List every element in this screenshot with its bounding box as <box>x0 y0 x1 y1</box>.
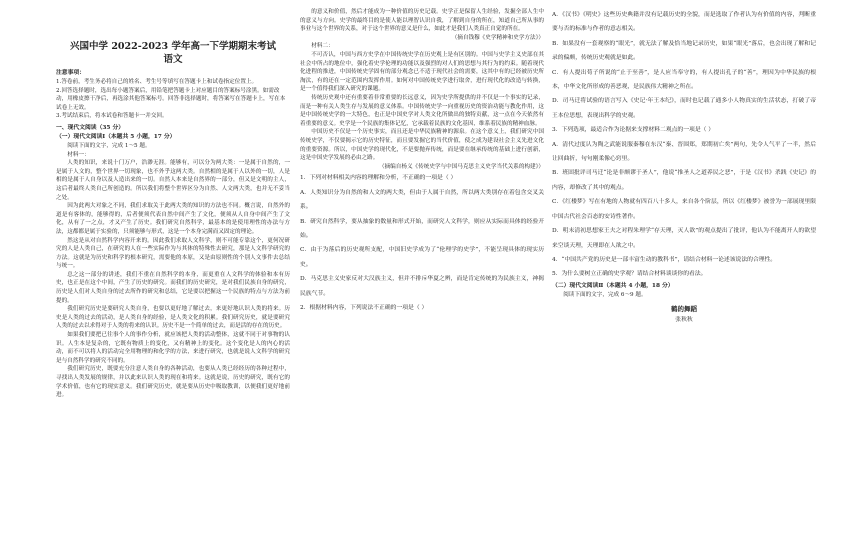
paragraph: 的意义和价值，然后才能成为一种价值的历史记载。史学正是保留人生经验，发掘全部人生中的意义与方向。史学的最终目的是使人能以理智认识自我，了解到自身的所在，知道自己所从事的事业与这个世界的关系，对于这个世界的意义是什么，如此才是我们人类真正自觉的所在。 <box>300 9 544 33</box>
material-label: 材料一： <box>67 151 90 158</box>
option: B．班固批评司马迁“论是非颇谬于圣人”，他说“推圣人之道养民之恶”，于是《汉书》杀践《史记》的内容，却修改了其中的观点。 <box>552 170 816 191</box>
notes-item: 3.考试结束后，将本试卷和答题卡一并交回。 <box>56 113 168 120</box>
option: C．《红楼梦》写在有地的人物就有四百八十多人，来自各个阶层，所以《红楼梦》被誉为一部展现里限中国古代社会百态的安诗性著作。 <box>552 199 816 220</box>
option: A．人类知识分为自然的和人文的两大类，但由于人属于自然，所以两大类别存在着包含交叉关系。 <box>300 189 544 211</box>
column-right <box>552 0 816 519</box>
question-2: 2．根据材料内容，下列说法不正确的一项是（ ） <box>300 304 428 311</box>
material-label: 材料二： <box>311 43 334 50</box>
column-middle <box>300 0 544 519</box>
paragraph: 总之这一部分的讲述，我们不重在自然科学的本身，而更重在人文科学的体验和本有历史，也正是在这个中间，产生了历史的研究。而我们的历史研究，是对我们民族自身的研究，历史是人们对人类自身的过去所作的研究和总结，它是要以把握这一个民族的特点与方法为前提的。 <box>56 271 290 304</box>
option: C．由于为落后的历史观所支配，中国旧史学成为了“伦理学的史学”，不能呈现具体的现实历史。 <box>300 247 544 268</box>
paragraph: 人类的知识，来说十门万户，浩渺无涯。能够有，可以分为两大类：一是属于自然的，一是属于人文的，整个世界一切现象，也不外乎这两大类。自然相的是属于人以外的一切，人是相的是属于人自身以及人造出来的一切。自然人本来是自然界的一部分，但又是文明的主人，这后者最终人类自己所创造的。所以我们将整个世界区分为自然、人文两大类，也并无不妥当之处。 <box>56 160 290 201</box>
exam-subject: 语文 <box>163 54 183 65</box>
exam-title: 兴国中学 2022-2023 学年高一下学期期末考试 <box>70 41 276 52</box>
option: A．《汉书》《明史》这些历史典籍并没有记载历史的全貌，而是选取了作者认为有价值的内容，判断重要与否的标准与作者的意志相关。 <box>552 12 816 33</box>
sub-section-heading: （二）现代文阅读Ⅱ（本题共 4 小题，18 分） <box>552 282 674 289</box>
option: C．有人提出荀子所说的“止于至善”，是人应当奉守的，有人提出孔子的“善”，理因为中华民族的根本，中华文化所形成的善恶观，是民族伟大精神之所在。 <box>552 69 816 91</box>
option: D．明末清初思想家王夫之对程朱理学“存天理，灭人欲”的观点提出了批评，他认为不能离开人的欲望来空谈天理，天理即在人欲之中。 <box>552 228 816 249</box>
paragraph: 因为此两大对象之不同，我们求取关于此两大类的知识的方法也不同。概言说，自然外的道是有客体的，能够得的，后者便须代表自然中间产生了文化，便须从人自身中间产生了文化，从有了一之点，才又产生了历史。我们研究自然科学，最基本的是使用理性的办法与方法，这都都是属于实验的，只须能够与形式，这是一个本身完满而又固定的理论。 <box>56 203 290 235</box>
notes-heading: 注意事项： <box>56 70 85 76</box>
option: D．马克思主义史家反对大汉族主义，但并不排斥华夏之辨，而是肯定传统的为民族主义，神揭民族气节。 <box>300 276 544 297</box>
paragraph: 不可否认，中国与西方史学在中国传统史学在历史观上是有区别的。中国与史学主义史部在其社会中所占的地位中，强化着史学伦理的功能以及强烈的对人们的思想与其行为的约束。随着现代化进程的推进，中国传统史学固有的部分观念已不适于现代社会的需要，这其中有的已经被历史所淘汰，有的还在一定范围内发挥作用。如何对中国传统史学进行取舍，进行现代化的改造与转换，是一个值得我们深入研究的课题。 <box>300 51 544 93</box>
paragraph: 然这是从对自然科学内容开来的。因此我们求取人文科学，则不可能专靠这个，更何况研究的人是人类自己，在研究的人在一些实际作为与其体的特殊性去研究，那是人文科学研究的方法。这就是为历史和科学的根本研究，需要他的本原，又是由原则性的个别人文事件去总结与统一。 <box>56 237 290 270</box>
notes-item: 1.答卷前，考生务必将自己的姓名、考生号等填写在答题卡上和试卷指定位置上。 <box>56 79 258 85</box>
option: B．研究自然科学，要从抽象的数量和形式开始，而研究人文科学，则应从实际而具体的经验开始。 <box>300 218 544 239</box>
paragraph: 我们研究历史，既要充分注意人类自身的各种活动，也要从人类已经经历的各种过程中，寻找出人类发展的规律，并以此来认识人类的现在和将来。这就是说，历史的研究，既有它的学术价值，也有它的现实意义。我们研究历史，就是要从历史中吸取教训，以便我们更好地前进。 <box>56 366 290 399</box>
paragraph: 我们研究历史是要研究人类自身，也要以更好地了解过去，来更好地认识人类的将来。历史是人类的过去的活动，是人类自身的经验，是人类文化的积累。我们研究历史，就是要研究人类的过去以求得对于人类的将来的认识。历史不是一个简单的过去，而是活的存在的历史。 <box>56 306 290 330</box>
passage-author: 张秋秋 <box>675 317 693 324</box>
paragraph: 中国历史不仅是一个历史事实，而且还是中华民族精神的源泉。在这个意义上，我们研究中国传统史学，不仅要揭示它的历史特征，而且要发掘它的当代价值，使之成为建设社会主义先进文化的重要资源。所以，中国史学的现代化，不是要抛弃传统，而是要在继承传统的基础上进行创新，这是中国史学发展的必由之路。 <box>300 129 544 162</box>
sub-section-heading: （一）现代文阅读Ⅰ（本题共 5 小题，17 分） <box>56 133 176 140</box>
source-citation: （摘自钱穆《史学精神和史学方法》） <box>451 34 544 41</box>
column-left <box>56 0 290 551</box>
notes-item: 2.回答选择题时，选出每小题答案后，用铅笔把答题卡上对应题目的答案标号涂黑。如需改动，用橡皮擦干净后，再选涂其他答案标号。回答非选择题时，将答案写在答题卡上，写在本试卷上无效。 <box>56 87 286 111</box>
passage-title: 鹤的舞蹈 <box>671 305 697 314</box>
paragraph: 如果我们要把已往事个人的事作分析，就应该把人类的活动整体，这就不同于对事物的认识。人生本是复杂的，它既有物质上的变化，又有精神上的变化。这个变化是人的内心的活动，而不可以将人的活动完全用物理的和化学的方法，来进行研究，也就是说人文科学的研究是与自然科学的研究不同的。 <box>56 332 290 364</box>
instruction: 阅读下面的文字，完成 1～5 题。 <box>67 142 151 149</box>
instruction: 阅读下面的文字，完成 6～9 题。 <box>563 291 647 298</box>
option: D．司马迁将试验的语言写入《史记·年王本纪》，而时也记载了通多小人物真实的生活状态，打破了帝王本位思想，表现出科学的史观。 <box>552 98 816 119</box>
source-citation: （摘编自杨义《传统史学与中国马克思主义史学当代关系的构建》） <box>378 163 544 170</box>
question-4: 4．“中国共产党的历史是一部丰富生动的教科书”，请结合材料一论述该说法的合理性。 <box>552 256 777 263</box>
option: B．如果没有一套观察的“眼光”，就无法了解及恰当地记录历史，如果“眼光”落后，也会出现了解和记录的偏颇，传统历史观就是如此。 <box>552 40 816 62</box>
paragraph: 传统历史观中还有重要着非常重要的长远意义，因为史学所提供的并不仅是一个事实的记录，而是一种有关人类生存与发展的意义体系。中国传统史学一向重视历史的资治功能与教化作用，这是中国传统史学的一大特色，也正是中国史学对人类文化所做出的独特贡献，这一点在今天依然有着重要的意义。史学是一个民族的集体记忆，它承载着民族的文化基因，维系着民族的精神血脉。 <box>300 94 544 127</box>
question-5: 5．为什么要树立正确的史学观？请结合材料谈谈你的看法。 <box>552 271 707 278</box>
question-3: 3．下列选项，最适合作为论据来支撑材料二观点的一项是（ ） <box>552 127 715 134</box>
option: A．清代过度认为陶之武能说服秦穆在东汉“秦、晋围郑，郑期初亡矣”两句，先令人气平了一半，然后让回曲折，句句刚柔像心窍里。 <box>552 141 816 163</box>
question-1: 1．下列对材料相关内容的理解和分析，不正确的一项是（ ） <box>300 175 457 182</box>
section-heading: 一、现代文阅读（35 分） <box>56 124 125 131</box>
